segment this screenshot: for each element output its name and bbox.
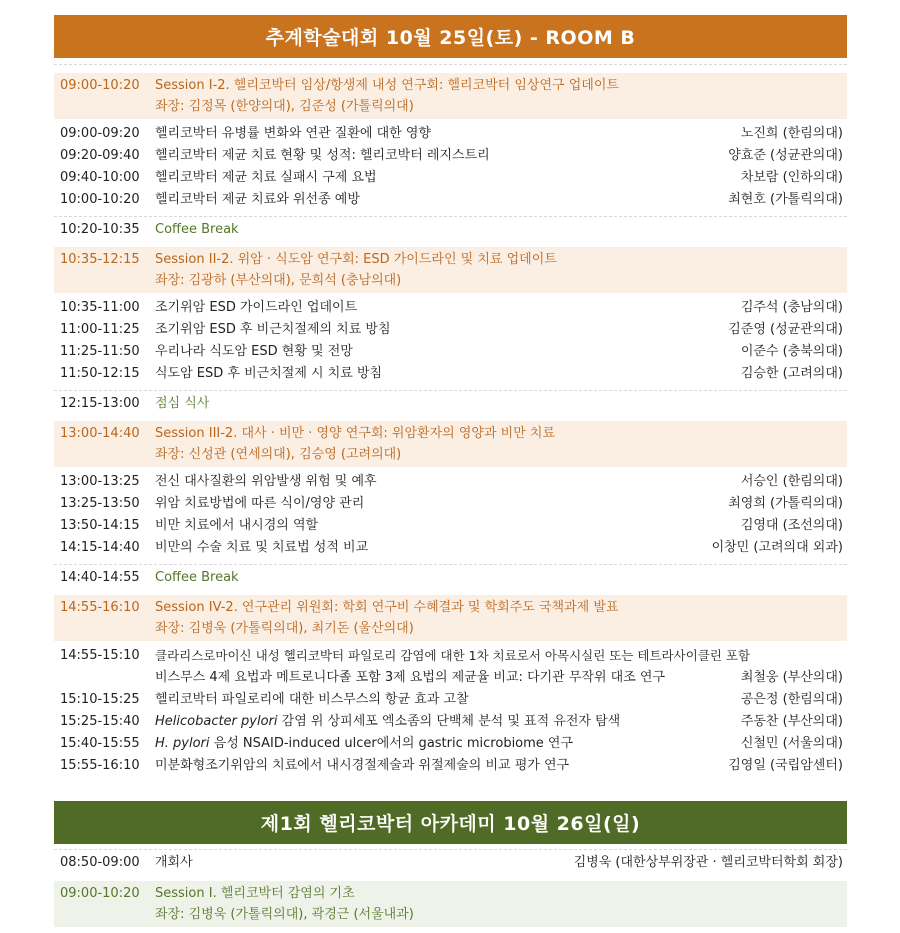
session-block bbox=[54, 247, 847, 293]
session-chairs: 좌장: 김병욱 (가톨릭의대), 최기돈 (울산의대) bbox=[155, 621, 414, 636]
talk-title bbox=[155, 712, 620, 732]
talk-title: 위암 치료방법에 따른 식이/영양 관리 bbox=[155, 496, 365, 511]
break-row bbox=[54, 568, 847, 588]
session-block bbox=[54, 881, 847, 927]
talk-title: 클라리스로마이신 내성 헬리코박터 파일로리 감염에 대한 1차 치료로서 아목시실린 또는 테트라사이클린 포함 bbox=[155, 648, 751, 663]
talk-row bbox=[54, 690, 847, 710]
break-label: Coffee Break bbox=[155, 222, 239, 237]
talk-title: 우리나라 식도암 ESD 현황 및 전망 bbox=[155, 344, 353, 359]
opening-row bbox=[54, 853, 847, 873]
session-title: Session III-2. 대사 · 비만 · 영양 연구회: 위암환자의 영양과 비만 치료 bbox=[155, 426, 556, 441]
session-time: 09:00-10:20 bbox=[60, 78, 140, 93]
talk-row bbox=[54, 472, 847, 492]
session-block bbox=[54, 595, 847, 641]
talk-time: 13:25-13:50 bbox=[60, 496, 140, 511]
talk-title: 헬리코박터 유병률 변화와 연관 질환에 대한 영향 bbox=[155, 126, 431, 141]
talk-time: 14:15-14:40 bbox=[60, 540, 140, 555]
session-chairs: 좌장: 김병욱 (가톨릭의대), 곽경근 (서울내과) bbox=[155, 907, 414, 922]
break-row bbox=[54, 220, 847, 240]
talk-speaker: 공은정 (한림의대) bbox=[740, 692, 843, 707]
session-title: Session I-2. 헬리코박터 임상/항생제 내성 연구회: 헬리코박터 임상연구 업데이트 bbox=[155, 78, 619, 93]
talk-title: 조기위암 ESD 가이드라인 업데이트 bbox=[155, 300, 358, 315]
talk-speaker: 노진희 (한림의대) bbox=[740, 126, 843, 141]
talk-row bbox=[54, 298, 847, 318]
session-title: Session IV-2. 연구관리 위원회: 학회 연구비 수혜결과 및 학회주도 국책과제 발표 bbox=[155, 600, 619, 615]
divider bbox=[54, 390, 847, 391]
talk-row bbox=[54, 146, 847, 166]
session-block bbox=[54, 421, 847, 467]
academy-banner: 제1회 헬리코박터 아카데미 10월 26일(일) bbox=[54, 801, 847, 844]
break-time: 14:40-14:55 bbox=[60, 570, 140, 585]
talk-speaker: 차보람 (인하의대) bbox=[740, 170, 843, 185]
talk-time: 15:10-15:25 bbox=[60, 692, 140, 707]
talk-time: 13:50-14:15 bbox=[60, 518, 140, 533]
talk-title-rest: 감염 위 상피세포 엑소좀의 단백체 분석 및 표적 유전자 탐색 bbox=[277, 714, 621, 729]
talk-speaker: 이준수 (충북의대) bbox=[740, 344, 843, 359]
talk-title: 전신 대사질환의 위암발생 위험 및 예후 bbox=[155, 474, 377, 489]
session-chairs: 좌장: 신성관 (연세의대), 김승영 (고려의대) bbox=[155, 447, 402, 462]
break-label: 점심 식사 bbox=[155, 396, 210, 411]
session-title: Session I. 헬리코박터 감염의 기초 bbox=[155, 886, 355, 901]
talk-row bbox=[54, 516, 847, 536]
talk-time: 13:00-13:25 bbox=[60, 474, 140, 489]
talk-speaker: 양효준 (성균관의대) bbox=[728, 148, 843, 163]
divider bbox=[54, 64, 847, 65]
talk-title-rest: 음성 NSAID-induced ulcer에서의 gastric microbiome 연구 bbox=[209, 736, 574, 751]
talk-row bbox=[54, 124, 847, 144]
session-title: Session II-2. 위암 · 식도암 연구회: ESD 가이드라인 및 치료 업데이트 bbox=[155, 252, 557, 267]
talk-speaker: 최현호 (가톨릭의대) bbox=[728, 192, 843, 207]
talk-time: 10:35-11:00 bbox=[60, 300, 140, 315]
talk-row bbox=[54, 342, 847, 362]
talk-row bbox=[54, 364, 847, 384]
talk-time: 15:25-15:40 bbox=[60, 714, 140, 729]
talk-time: 09:40-10:00 bbox=[60, 170, 140, 185]
talk-row bbox=[54, 756, 847, 776]
talk-speaker: 최철웅 (부산의대) bbox=[740, 670, 843, 685]
talk-title: 비만 치료에서 내시경의 역할 bbox=[155, 518, 319, 533]
talk-speaker: 이창민 (고려의대 외과) bbox=[711, 540, 843, 555]
talk-time: 09:20-09:40 bbox=[60, 148, 140, 163]
session-time: 09:00-10:20 bbox=[60, 886, 140, 901]
opening-speaker: 김병욱 (대한상부위장관 · 헬리코박터학회 회장) bbox=[573, 855, 843, 870]
talk-title-italic: Helicobacter pylori bbox=[155, 714, 278, 729]
talk-row-continued bbox=[54, 668, 847, 688]
break-row bbox=[54, 394, 847, 414]
talk-title: 조기위암 ESD 후 비근치절제의 치료 방침 bbox=[155, 322, 391, 337]
divider bbox=[54, 849, 847, 850]
talk-speaker: 김영일 (국립암센터) bbox=[728, 758, 843, 773]
divider bbox=[54, 564, 847, 565]
break-label: Coffee Break bbox=[155, 570, 239, 585]
session-block bbox=[54, 73, 847, 119]
talk-row bbox=[54, 646, 847, 666]
talk-row bbox=[54, 538, 847, 558]
talk-title: 식도암 ESD 후 비근치절제 시 치료 방침 bbox=[155, 366, 383, 381]
talk-time: 11:50-12:15 bbox=[60, 366, 140, 381]
talk-title: 헬리코박터 제균 치료와 위선종 예방 bbox=[155, 192, 360, 207]
talk-title: 헬리코박터 제균 치료 현황 및 성적: 헬리코박터 레지스트리 bbox=[155, 148, 490, 163]
talk-row bbox=[54, 320, 847, 340]
talk-title: 헬리코박터 파일로리에 대한 비스무스의 항균 효과 고찰 bbox=[155, 692, 469, 707]
talk-row bbox=[54, 712, 847, 732]
talk-speaker: 김영대 (조선의대) bbox=[740, 518, 843, 533]
talk-row bbox=[54, 734, 847, 754]
talk-title: 헬리코박터 제균 치료 실패시 구제 요법 bbox=[155, 170, 377, 185]
talk-time: 14:55-15:10 bbox=[60, 648, 140, 663]
autumn-meeting-banner: 추계학술대회 10월 25일(토) - ROOM B bbox=[54, 15, 847, 58]
opening-time: 08:50-09:00 bbox=[60, 855, 140, 870]
talk-time: 15:55-16:10 bbox=[60, 758, 140, 773]
talk-title: 미분화형조기위암의 치료에서 내시경절제술과 위절제술의 비교 평가 연구 bbox=[155, 758, 570, 773]
session-time: 13:00-14:40 bbox=[60, 426, 140, 441]
talk-speaker: 신철민 (서울의대) bbox=[740, 736, 843, 751]
talk-title-line2: 비스무스 4제 요법과 메트로니다졸 포함 3제 요법의 제균율 비교: 다기관 무작위 대조 연구 bbox=[155, 670, 666, 685]
session-chairs: 좌장: 김정목 (한양의대), 김준성 (가톨릭의대) bbox=[155, 99, 414, 114]
opening-title: 개회사 bbox=[155, 855, 193, 870]
talk-row bbox=[54, 190, 847, 210]
break-time: 12:15-13:00 bbox=[60, 396, 140, 411]
talk-speaker: 주동찬 (부산의대) bbox=[740, 714, 843, 729]
session-time: 14:55-16:10 bbox=[60, 600, 140, 615]
talk-speaker: 김승한 (고려의대) bbox=[740, 366, 843, 381]
divider bbox=[54, 216, 847, 217]
talk-time: 10:00-10:20 bbox=[60, 192, 140, 207]
break-time: 10:20-10:35 bbox=[60, 222, 140, 237]
talk-speaker: 최영희 (가톨릭의대) bbox=[728, 496, 843, 511]
session-time: 10:35-12:15 bbox=[60, 252, 140, 267]
talk-row bbox=[54, 168, 847, 188]
talk-title bbox=[155, 734, 573, 754]
talk-speaker: 서승인 (한림의대) bbox=[740, 474, 843, 489]
session-chairs: 좌장: 김광하 (부산의대), 문희석 (충남의대) bbox=[155, 273, 402, 288]
talk-time: 09:00-09:20 bbox=[60, 126, 140, 141]
talk-row bbox=[54, 494, 847, 514]
talk-time: 11:25-11:50 bbox=[60, 344, 140, 359]
talk-time: 15:40-15:55 bbox=[60, 736, 140, 751]
talk-speaker: 김주석 (충남의대) bbox=[740, 300, 843, 315]
talk-time: 11:00-11:25 bbox=[60, 322, 140, 337]
talk-title: 비만의 수술 치료 및 치료법 성적 비교 bbox=[155, 540, 369, 555]
talk-speaker: 김준영 (성균관의대) bbox=[728, 322, 843, 337]
talk-title-italic: H. pylori bbox=[155, 736, 210, 751]
